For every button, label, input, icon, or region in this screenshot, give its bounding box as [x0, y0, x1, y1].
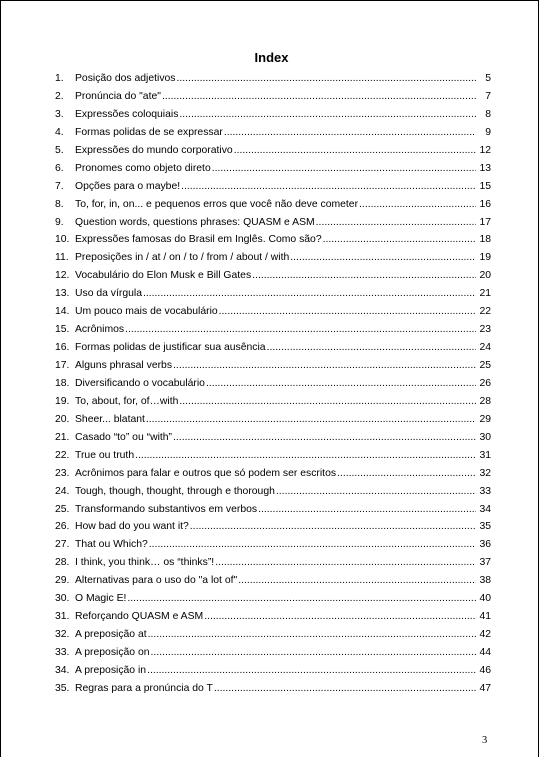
- toc-entry[interactable]: [55, 233, 491, 251]
- toc-entry-title: Expressões famosas do Brasil em Inglês. Como são?: [75, 234, 322, 246]
- toc-entry-line: [75, 269, 491, 282]
- toc-entry[interactable]: [55, 216, 491, 234]
- toc-entry[interactable]: [55, 162, 491, 180]
- toc-entry-page: 17: [479, 216, 491, 228]
- toc-entry-page: 8: [485, 108, 491, 120]
- dot-leader: [181, 180, 476, 193]
- toc-entry-page: 44: [479, 647, 491, 658]
- toc-entry-line: [75, 287, 491, 300]
- toc-entry-number: 16.: [55, 342, 70, 354]
- toc-entry-line: [75, 216, 491, 229]
- toc-entry[interactable]: [55, 108, 491, 126]
- dot-leader: [212, 162, 476, 175]
- dot-leader: [147, 664, 476, 677]
- dot-leader: [323, 233, 476, 246]
- dot-leader: [135, 449, 476, 462]
- toc-entry-number: 19.: [55, 395, 70, 407]
- toc-entry[interactable]: [55, 269, 491, 287]
- dot-leader: [173, 431, 476, 444]
- dot-leader: [258, 503, 476, 516]
- toc-entry[interactable]: [55, 610, 491, 628]
- toc-entry-number: 10.: [55, 234, 70, 246]
- toc-entry-line: [75, 485, 491, 498]
- toc-entry-line: [75, 233, 491, 246]
- toc-entry-page: 32: [479, 467, 491, 479]
- toc-entry-page: 16: [479, 198, 491, 210]
- toc-entry-title: Diversificando o vocabulário: [75, 377, 205, 389]
- toc-entry-title: Acrônimos: [75, 324, 125, 336]
- dot-leader: [219, 305, 476, 318]
- toc-entry-page: 24: [479, 342, 491, 354]
- toc-entry[interactable]: [55, 449, 491, 467]
- dot-leader: [234, 144, 476, 157]
- toc-entry-number: 26.: [55, 521, 70, 533]
- toc-entry[interactable]: [55, 341, 491, 359]
- toc-entry[interactable]: [55, 485, 491, 503]
- toc-entry-number: 4.: [55, 126, 64, 138]
- toc-entry-number: 17.: [55, 360, 70, 371]
- toc-entry-number: 30.: [55, 593, 70, 605]
- toc-entry-number: 6.: [55, 162, 64, 174]
- toc-entry-page: 46: [479, 664, 491, 676]
- toc-entry-title: Uso da vírgula: [75, 288, 142, 300]
- toc-entry-number: 28.: [55, 557, 70, 569]
- toc-entry-line: [75, 431, 491, 444]
- toc-entry-page: 12: [479, 144, 491, 156]
- toc-entry[interactable]: [55, 538, 491, 556]
- dot-leader: [290, 251, 476, 264]
- toc-entry-number: 7.: [55, 180, 64, 192]
- dot-leader: [149, 538, 476, 551]
- toc-entry-title: Preposições in / at / on / to / from / about / with: [75, 252, 290, 264]
- toc-entry-page: 35: [479, 521, 491, 533]
- toc-entry-line: [75, 377, 491, 390]
- toc-entry-page: 34: [479, 503, 491, 515]
- toc-entry-line: [75, 503, 491, 516]
- toc-entry-line: [75, 305, 491, 318]
- toc-entry-line: [75, 538, 491, 551]
- toc-entry-title: A preposição in: [75, 664, 147, 676]
- toc-entry-line: [75, 108, 491, 121]
- toc-entry-number: 27.: [55, 539, 70, 551]
- dot-leader: [179, 108, 476, 121]
- toc-entry-number: 20.: [55, 413, 70, 425]
- dot-leader: [177, 72, 476, 85]
- toc-entry-title: Vocabulário do Elon Musk e Bill Gates: [75, 270, 252, 282]
- toc-entry-title: Regras para a pronúncia do T: [75, 682, 213, 694]
- toc-entry[interactable]: [55, 413, 491, 431]
- toc-entry-line: [75, 556, 491, 569]
- toc-entry-number: 21.: [55, 431, 70, 443]
- dot-leader: [204, 610, 476, 623]
- toc-entry-number: 34.: [55, 664, 70, 676]
- toc-entry-title: Pronomes como objeto direto: [75, 162, 211, 174]
- toc-entry-number: 23.: [55, 467, 70, 479]
- toc-entry[interactable]: [55, 377, 491, 395]
- toc-entry-number: 11.: [55, 252, 69, 264]
- dot-leader: [190, 520, 476, 533]
- toc-entry[interactable]: [55, 287, 491, 305]
- toc-entry-title: A preposição at: [75, 629, 147, 641]
- dot-leader: [337, 467, 476, 480]
- toc-entry[interactable]: [55, 664, 491, 682]
- toc-entry-line: [75, 72, 491, 85]
- toc-entry-title: A preposição on: [75, 647, 150, 658]
- toc-entry-line: [75, 144, 491, 157]
- dot-leader: [162, 90, 476, 103]
- toc-entry-page: 26: [479, 377, 491, 389]
- toc-entry-title: Formas polidas de se expressar: [75, 126, 223, 138]
- toc-entry-title: True ou truth: [75, 449, 135, 461]
- toc-entry-line: [75, 664, 491, 677]
- toc-entry[interactable]: [55, 395, 491, 413]
- toc-entry-number: 31.: [55, 611, 70, 623]
- table-of-contents: [55, 72, 491, 700]
- toc-entry-page: 37: [479, 557, 491, 569]
- toc-entry[interactable]: [55, 90, 491, 108]
- toc-entry-title: Tough, though, thought, through e thorough: [75, 485, 275, 497]
- toc-entry[interactable]: [55, 646, 491, 664]
- toc-entry-page: 21: [479, 288, 491, 300]
- toc-entry[interactable]: [55, 144, 491, 162]
- toc-entry[interactable]: [55, 592, 491, 610]
- toc-entry-line: [75, 90, 491, 103]
- toc-entry-title: Pronúncia do "ate": [75, 90, 161, 102]
- toc-entry[interactable]: [55, 126, 491, 144]
- toc-entry-title: Sheer... blatant: [75, 413, 145, 425]
- toc-entry-title: Acrônimos para falar e outros que só podem ser escritos: [75, 467, 337, 479]
- toc-entry-title: To, about, for, of…with: [75, 395, 179, 407]
- toc-entry-line: [75, 251, 491, 264]
- toc-entry-title: Opções para o maybe!: [75, 180, 181, 192]
- index-title: Index: [254, 50, 289, 65]
- toc-entry-page: 15: [479, 180, 491, 192]
- toc-entry-title: To, for, in, on... e pequenos erros que você não deve cometer: [75, 198, 359, 210]
- toc-entry-page: 23: [479, 324, 491, 336]
- toc-entry-line: [75, 126, 491, 139]
- toc-entry-page: 30: [479, 431, 491, 443]
- toc-entry-page: 31: [479, 449, 491, 461]
- dot-leader: [143, 287, 476, 300]
- toc-entry-number: 9.: [55, 216, 64, 228]
- toc-entry-line: [75, 395, 491, 408]
- toc-entry-title: Reforçando QUASM e ASM: [75, 611, 204, 623]
- toc-entry-page: 19: [479, 252, 491, 264]
- dot-leader: [173, 359, 476, 372]
- toc-entry-number: 14.: [55, 306, 70, 318]
- toc-entry[interactable]: [55, 359, 491, 377]
- toc-entry[interactable]: [55, 251, 491, 269]
- toc-entry-number: 32.: [55, 629, 70, 641]
- toc-entry-number: 33.: [55, 647, 70, 658]
- toc-entry-page: 40: [479, 593, 491, 605]
- toc-entry-line: [75, 520, 491, 533]
- toc-entry-title: Expressões coloquiais: [75, 108, 179, 120]
- dot-leader: [206, 377, 476, 390]
- toc-entry-title: Transformando substantivos em verbos: [75, 503, 258, 515]
- toc-entry-line: [75, 628, 491, 641]
- toc-entry-title: How bad do you want it?: [75, 521, 189, 533]
- dot-leader: [179, 395, 476, 408]
- dot-leader: [127, 592, 476, 605]
- toc-entry-line: [75, 467, 491, 480]
- toc-entry-number: 2.: [55, 90, 64, 102]
- toc-entry[interactable]: [55, 556, 491, 574]
- toc-entry-page: 33: [479, 485, 491, 497]
- toc-entry-line: [75, 682, 491, 695]
- toc-entry-number: 35.: [55, 682, 70, 694]
- dot-leader: [148, 628, 476, 641]
- toc-entry-number: 8.: [55, 198, 64, 210]
- toc-entry[interactable]: [55, 305, 491, 323]
- dot-leader: [146, 413, 476, 426]
- toc-entry-page: 13: [479, 162, 491, 174]
- toc-entry-line: [75, 610, 491, 623]
- toc-entry-title: Question words, questions phrases: QUASM e ASM: [75, 216, 315, 228]
- toc-entry-page: 5: [485, 73, 491, 84]
- dot-leader: [224, 126, 476, 139]
- toc-entry-line: [75, 198, 491, 211]
- toc-entry-line: [75, 180, 491, 193]
- toc-entry-number: 29.: [55, 575, 70, 587]
- toc-entry-page: 28: [479, 395, 491, 407]
- dot-leader: [238, 574, 476, 587]
- dot-leader: [214, 682, 476, 695]
- toc-entry-line: [75, 592, 491, 605]
- dot-leader: [125, 323, 476, 336]
- toc-entry-line: [75, 341, 491, 354]
- toc-entry-page: 7: [485, 90, 491, 102]
- dot-leader: [316, 216, 476, 229]
- toc-entry-title: Alternativas para o uso do "a lot of": [75, 575, 238, 587]
- toc-entry-line: [75, 323, 491, 336]
- toc-entry-title: Posição dos adjetivos: [75, 73, 176, 84]
- toc-entry[interactable]: [55, 574, 491, 592]
- toc-entry-number: 25.: [55, 503, 70, 515]
- toc-entry-title: Casado “to” ou “with”: [75, 431, 173, 443]
- toc-entry-number: 13.: [55, 288, 70, 300]
- toc-entry-title: Um pouco mais de vocabulário: [75, 306, 218, 318]
- toc-entry-page: 42: [479, 629, 491, 641]
- dot-leader: [267, 341, 476, 354]
- toc-entry-page: 36: [479, 539, 491, 551]
- toc-entry-line: [75, 646, 491, 659]
- toc-entry-title: That ou Which?: [75, 539, 148, 551]
- toc-entry-page: 20: [479, 270, 491, 282]
- toc-entry-title: I think, you think… os “thinks”!: [75, 557, 215, 569]
- toc-entry[interactable]: [55, 431, 491, 449]
- toc-entry-line: [75, 449, 491, 462]
- toc-entry-number: 15.: [55, 324, 70, 336]
- toc-entry-page: 29: [479, 413, 491, 425]
- toc-entry-title: O Magic E!: [75, 593, 127, 605]
- toc-entry-page: 38: [479, 575, 491, 587]
- toc-entry[interactable]: [55, 503, 491, 521]
- toc-entry-title: Expressões do mundo corporativo: [75, 144, 233, 156]
- toc-entry-title: Alguns phrasal verbs: [75, 360, 173, 371]
- dot-leader: [276, 485, 476, 498]
- toc-entry[interactable]: [55, 323, 491, 341]
- toc-entry-page: 9: [485, 126, 491, 138]
- toc-entry-page: 22: [479, 306, 491, 318]
- toc-entry[interactable]: [55, 628, 491, 646]
- toc-entry[interactable]: [55, 682, 491, 700]
- toc-entry-number: 1.: [55, 73, 64, 84]
- dot-leader: [215, 556, 476, 569]
- dot-leader: [151, 646, 476, 659]
- toc-entry-line: [75, 413, 491, 426]
- toc-entry-page: 47: [479, 682, 491, 694]
- toc-entry-line: [75, 574, 491, 587]
- toc-entry[interactable]: [55, 180, 491, 198]
- dot-leader: [252, 269, 476, 282]
- toc-entry[interactable]: [55, 467, 491, 485]
- toc-entry-page: 41: [479, 611, 491, 623]
- page-number: 3: [482, 735, 488, 746]
- dot-leader: [359, 198, 476, 211]
- toc-entry-number: 22.: [55, 449, 70, 461]
- toc-entry-title: Formas polidas de justificar sua ausência: [75, 342, 266, 354]
- toc-entry[interactable]: [55, 520, 491, 538]
- toc-entry-number: 18.: [55, 377, 70, 389]
- toc-entry-line: [75, 359, 491, 372]
- toc-entry-page: 18: [479, 234, 491, 246]
- toc-entry-line: [75, 162, 491, 175]
- toc-entry-page: 25: [479, 360, 491, 371]
- toc-entry-number: 3.: [55, 108, 64, 120]
- toc-entry-number: 12.: [55, 270, 70, 282]
- toc-entry[interactable]: [55, 198, 491, 216]
- toc-entry[interactable]: [55, 72, 491, 90]
- toc-entry-number: 5.: [55, 144, 64, 156]
- toc-entry-number: 24.: [55, 485, 70, 497]
